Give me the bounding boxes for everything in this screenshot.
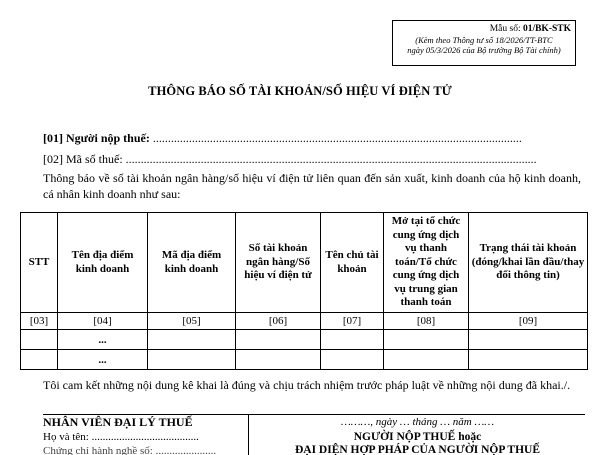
taxpayer-sign-block — [248, 415, 585, 455]
date-line: ………, ngày … tháng … năm …… — [340, 416, 495, 428]
form-code-note-line1: (Kèm theo Thông tư số 18/2026/TT-BTC — [415, 34, 553, 45]
table-cell[interactable] — [321, 330, 384, 350]
table-cell[interactable] — [321, 350, 384, 370]
table-cell[interactable] — [148, 350, 236, 370]
table-cell[interactable] — [384, 350, 469, 370]
code-cell: [04] — [58, 313, 148, 330]
commitment-statement: Tôi cam kết những nội dung kê khai là đúng và chịu trách nhiệm trước pháp luật về những nội dung đã khai./. — [43, 378, 571, 392]
table-code-row — [21, 313, 588, 330]
table-cell[interactable] — [469, 330, 588, 350]
agent-title: NHÂN VIÊN ĐẠI LÝ THUẾ — [43, 415, 193, 429]
header-account-status: Trạng thái tài khoản (đóng/khai lần đầu/thay đổi thông tin) — [469, 213, 588, 313]
agent-cert-field: Chứng chỉ hành nghề số: ...................... — [43, 445, 217, 455]
header-account-number: Số tài khoản ngân hàng/Số hiệu ví điện tử — [236, 213, 321, 313]
intro-paragraph: Thông báo về số tài khoản ngân hàng/số hiệu ví điện tử liên quan đến sản xuất, kinh doanh của hộ kinh doanh, cá nhân kinh doanh như sau: — [43, 171, 581, 201]
payer-representative: ĐẠI DIỆN HỢP PHÁP CỦA NGƯỜI NỘP THUẾ — [294, 444, 541, 455]
accounts-table — [20, 212, 588, 370]
signature-section — [43, 414, 585, 455]
tax-code-value: ......................................................................................................................................... — [125, 152, 537, 166]
taxpayer-field — [43, 131, 583, 146]
table-cell[interactable] — [148, 330, 236, 350]
table-cell[interactable] — [236, 330, 321, 350]
form-code-box — [392, 20, 576, 66]
code-cell: [03] — [21, 313, 58, 330]
taxpayer-value: ........................................................................................................................... — [152, 131, 522, 145]
table-cell[interactable] — [21, 330, 58, 350]
table-row — [21, 330, 588, 350]
tax-code-label: [02] Mã số thuế: — [43, 152, 123, 166]
header-stt: STT — [21, 213, 58, 313]
code-cell: [06] — [236, 313, 321, 330]
form-code-note-line2: ngày 05/3/2026 của Bộ trưởng Bộ Tài chính) — [407, 45, 561, 55]
header-location-name: Tên địa điểm kinh doanh — [58, 213, 148, 313]
table-cell[interactable] — [236, 350, 321, 370]
table-cell[interactable]: ... — [58, 350, 148, 370]
code-cell: [09] — [469, 313, 588, 330]
document-title: THÔNG BÁO SỐ TÀI KHOẢN/SỐ HIỆU VÍ ĐIỆN TỬ — [148, 84, 452, 98]
header-location-code: Mã địa điểm kinh doanh — [148, 213, 236, 313]
table-cell[interactable] — [469, 350, 588, 370]
code-cell: [07] — [321, 313, 384, 330]
form-code: Mẫu số: 01/BK-STK — [489, 24, 571, 34]
taxpayer-label: [01] Người nộp thuế: — [43, 131, 150, 145]
payer-title: NGƯỜI NỘP THUẾ hoặc — [353, 431, 482, 443]
agent-name-field: Họ và tên: ....................................... — [43, 431, 199, 443]
code-cell: [08] — [384, 313, 469, 330]
tax-agent-block — [43, 415, 248, 455]
table-cell[interactable]: ... — [58, 330, 148, 350]
table-cell[interactable] — [21, 350, 58, 370]
table-header-row — [21, 213, 588, 313]
header-account-holder: Tên chủ tài khoản — [321, 213, 384, 313]
header-payment-provider: Mở tại tổ chức cung ứng dịch vụ thanh toán/Tổ chức cung ứng dịch vụ trung gian thanh toán — [384, 213, 469, 313]
table-row — [21, 350, 588, 370]
table-cell[interactable] — [384, 330, 469, 350]
tax-code-field — [43, 152, 583, 167]
code-cell: [05] — [148, 313, 236, 330]
